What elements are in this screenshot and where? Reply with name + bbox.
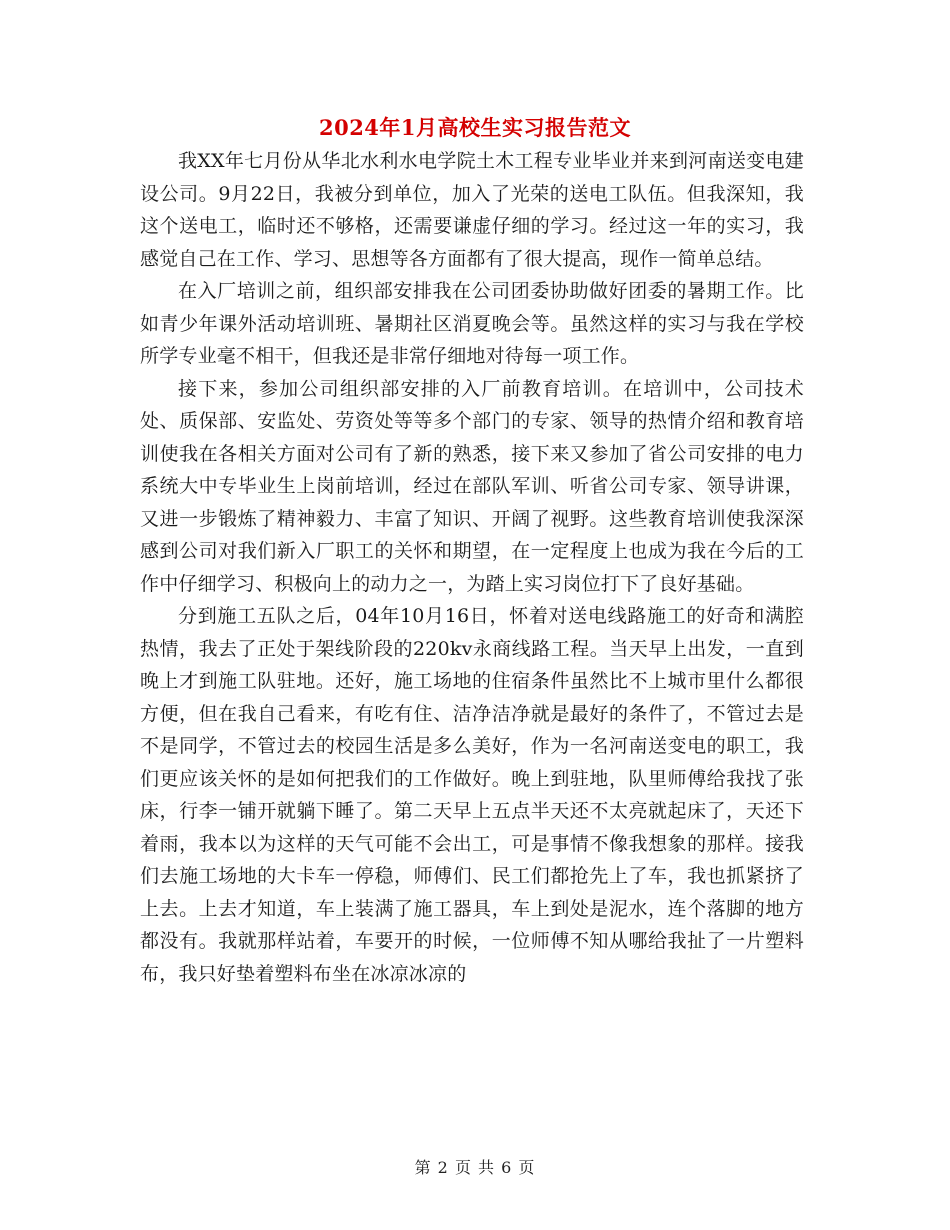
paragraph-1: 我XX年七月份从华北水利水电学院土木工程专业毕业并来到河南送变电建设公司。9月22日，我被分到单位，加入了光荣的送电工队伍。但我深知，我这个送电工，临时还不够格，还需要谦虚仔细的学习。经过这一年的实习，我感觉自己在工作、学习、思想等各方面都有了很大提高，现作一简单总结。	[140, 150, 804, 270]
paragraph-3: 接下来，参加公司组织部安排的入厂前教育培训。在培训中，公司技术处、质保部、安监处、劳资处等等多个部门的专家、领导的热情介绍和教育培训使我在各相关方面对公司有了新的熟悉，接下来又参加了省公司安排的电力系统大中专毕业生上岗前培训，经过在部队军训、听省公司专家、领导讲课，又进一步锻炼了精神毅力、丰富了知识、开阔了视野。这些教育培训使我深深感到公司对我们新入厂职工的关怀和期望，在一定程度上也成为我在今后的工作中仔细学习、积极向上的动力之一，为踏上实习岗位打下了良好基础。	[140, 377, 804, 595]
page-number-footer: 第 2 页 共 6 页	[414, 1158, 536, 1177]
document-body	[140, 145, 804, 990]
paragraph-4: 分到施工五队之后，04年10月16日，怀着对送电线路施工的好奇和满腔热情，我去了正处于架线阶段的220kv永商线路工程。当天早上出发，一直到晚上才到施工队驻地。还好，施工场地的住宿条件虽然比不上城市里什么都很方便，但在我自己看来，有吃有住、洁净洁净就是最好的条件了，不管过去是不是同学，不管过去的校园生活是多么美好，作为一名河南送变电的职工，我们更应该关怀的是如何把我们的工作做好。晚上到驻地，队里师傅给我找了张床，行李一铺开就躺下睡了。第二天早上五点半天还不太亮就起床了，天还下着雨，我本以为这样的天气可能不会出工，可是事情不像我想象的那样。接我们去施工场地的大卡车一停稳，师傅们、民工们都抢先上了车，我也抓紧挤了上去。上去才知道，车上装满了施工器具，车上到处是泥水，连个落脚的地方都没有。我就那样站着，车要开的时候，一位师傅不知从哪给我扯了一片塑料布，我只好垫着塑料布坐在冰凉冰凉的	[140, 605, 804, 985]
paragraph-2: 在入厂培训之前，组织部安排我在公司团委协助做好团委的暑期工作。比如青少年课外活动培训班、暑期社区消夏晚会等。虽然这样的实习与我在学校所学专业毫不相干，但我还是非常仔细地对待每一项工作。	[140, 280, 804, 367]
document-title: 2024年1月高校生实习报告范文	[318, 115, 632, 140]
